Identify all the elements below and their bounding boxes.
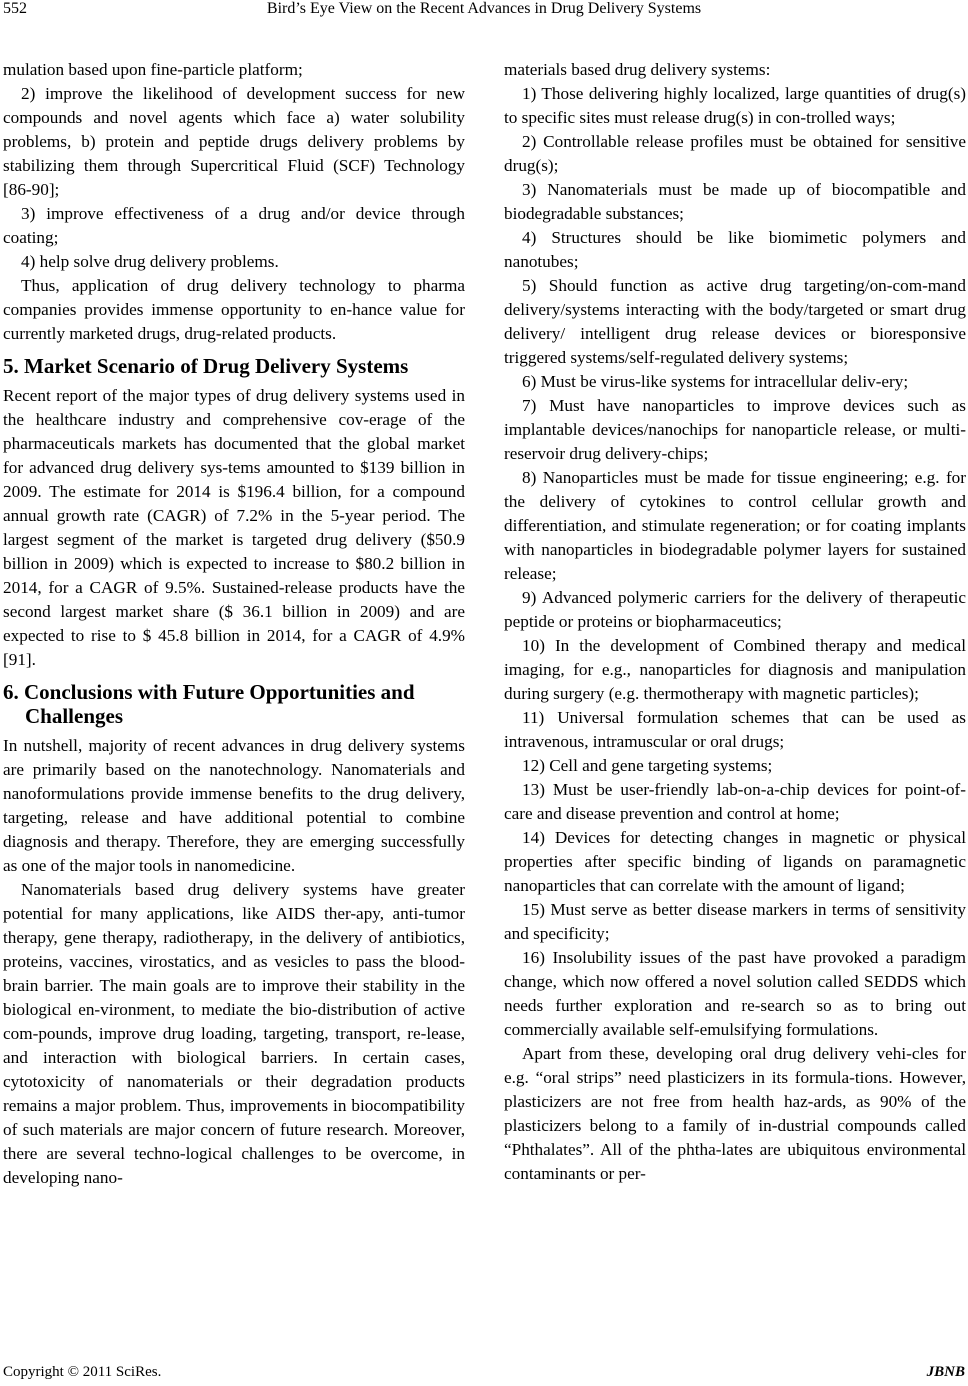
paragraph: In nutshell, majority of recent advances in drug delivery systems are primarily based on the nanotechnology. Nanomaterials and nanoformulations provide immense benefits to the drug delivery, targeting, release and have additional potential to combine diagnosis and therapy. Therefore, they are emerging successfully as one of the major tools in nanomedicine. <box>3 736 465 875</box>
running-title: Bird’s Eye View on the Recent Advances in Drug Delivery Systems <box>266 0 702 17</box>
list-item: 12) Cell and gene targeting systems; <box>522 756 773 775</box>
paragraph: 2) improve the likelihood of development success for new compounds and novel agents which face a) water solubility problems, b) protein and peptide drugs delivery problems by stabilizing them through Supercritical Fluid (SCF) Technology [86-90]; <box>3 84 465 199</box>
list-item: 10) In the development of Combined therapy and medical imaging, for e.g., nanoparticles for diagnosis and manipulation during surgery (e.g. thermotherapy with magnetic particles); <box>504 636 966 703</box>
section-heading-6: 6. Conclusions with Future Opportunities and Challenges <box>3 680 415 728</box>
list-item: 11) Universal formulation schemes that can be used as intravenous, intramuscular or oral drugs; <box>504 708 966 751</box>
list-item: 8) Nanoparticles must be made for tissue engineering; e.g. for the delivery of cytokines to control cellular growth and differentiation, and stimulate regeneration; or for coating implants with nanoparticles in biodegradable polymer layers for sustained release; <box>504 468 966 583</box>
paragraph: Nanomaterials based drug delivery systems have greater potential for many applications, like AIDS ther-apy, anti-tumor therapy, gene therapy, radiotherapy, in the delivery of antibiotics, proteins, vaccines, virostatics, and as vesicles to pass the blood-brain barrier. The main goals are to improve their stability in the biological en-vironment, to mediate the bio-distribution of active com-pounds, improve drug loading, targeting, transport, re-lease, and interaction with biological barriers. In certain cases, cytotoxicity of nanomaterials or their degradation products remains a major problem. Thus, improvements in biocompatibility of such materials are major concern of future research. Moreover, there are several techno-logical challenges to be overcome, in developing nano- <box>3 880 465 1187</box>
left-column <box>3 58 465 1190</box>
paragraph: materials based drug delivery systems: <box>504 60 771 79</box>
list-item: 2) Controllable release profiles must be obtained for sensitive drug(s); <box>504 132 966 175</box>
page-header <box>0 0 968 26</box>
list-item: 9) Advanced polymeric carriers for the delivery of therapeutic peptide or proteins or biopharmaceutics; <box>504 588 966 631</box>
list-item: 16) Insolubility issues of the past have provoked a paradigm change, which now offered a novel solution called SEDDS which needs further exploration and re-search so as to bring out commercially available self-emulsifying formulations. <box>504 948 966 1039</box>
list-item: 3) Nanomaterials must be made up of biocompatible and biodegradable substances; <box>504 180 966 223</box>
list-item: 6) Must be virus-like systems for intracellular deliv-ery; <box>522 372 909 391</box>
list-item: 14) Devices for detecting changes in magnetic or physical properties after specific binding of ligands on paramagnetic nanoparticles that can correlate with the amount of ligand; <box>504 828 966 895</box>
paragraph: Thus, application of drug delivery technology to pharma companies provides immense opportunity to en-hance value for currently marketed drugs, drug-related products. <box>3 276 465 343</box>
copyright: Copyright © 2011 SciRes. <box>3 1364 162 1380</box>
paragraph: Recent report of the major types of drug delivery systems used in the healthcare industry and comprehensive cov-erage of the pharmaceuticals markets has documented that the global market for advanced drug delivery sys-tems amounted to $139 billion in 2009. The estimate for 2014 is $196.4 billion, for a compound annual growth rate (CAGR) of 7.2% in the 5-year period. The largest segment of the market is targeted drug delivery ($50.9 billion in 2009) which is expected to increase to $80.2 billion in 2014, for a CAGR of 9.5%. Sustained-release products have the second largest market share ($ 36.1 billion in 2009) and are expected to rise to $ 45.8 billion in 2014, for a CAGR of 4.9% [91]. <box>3 386 465 669</box>
list-item: 7) Must have nanoparticles to improve devices such as implantable devices/nanochips for nanoparticle release, or multi-reservoir drug delivery-chips; <box>504 396 966 463</box>
list-item: 15) Must serve as better disease markers in terms of sensitivity and specificity; <box>504 900 966 943</box>
journal-abbrev: JBNB <box>926 1364 965 1380</box>
section-heading-5: 5. Market Scenario of Drug Delivery Systems <box>3 354 409 378</box>
right-column <box>504 58 966 1186</box>
list-item: 4) Structures should be like biomimetic polymers and nanotubes; <box>504 228 966 271</box>
list-item: 1) Those delivering highly localized, large quantities of drug(s) to specific sites must release drug(s) in con-trolled ways; <box>504 84 966 127</box>
paragraph: Apart from these, developing oral drug delivery vehi-cles for e.g. “oral strips” need plasticizers in its formula-tions. However, plasticizers are not free from health haz-ards, as 90% of the plasticizers belong to a family of in-dustrial compounds called “Phthalates”. All of the phtha-lates are ubiquitous environmental contaminants or per- <box>504 1044 966 1183</box>
list-item: 5) Should function as active drug targeting/on-com-mand delivery/systems interacting with the body/targeted or smart drug delivery/ intelligent drug release devices or bioresponsive triggered systems/self-regulated delivery systems; <box>504 276 966 367</box>
list-item: 13) Must be user-friendly lab-on-a-chip devices for point-of-care and disease prevention and control at home; <box>504 780 966 823</box>
paragraph: 4) help solve drug delivery problems. <box>21 252 279 271</box>
page-number: 552 <box>3 0 27 17</box>
page-footer <box>3 1364 965 1381</box>
paragraph: mulation based upon fine-particle platform; <box>3 60 303 79</box>
paragraph: 3) improve effectiveness of a drug and/or device through coating; <box>3 204 465 247</box>
